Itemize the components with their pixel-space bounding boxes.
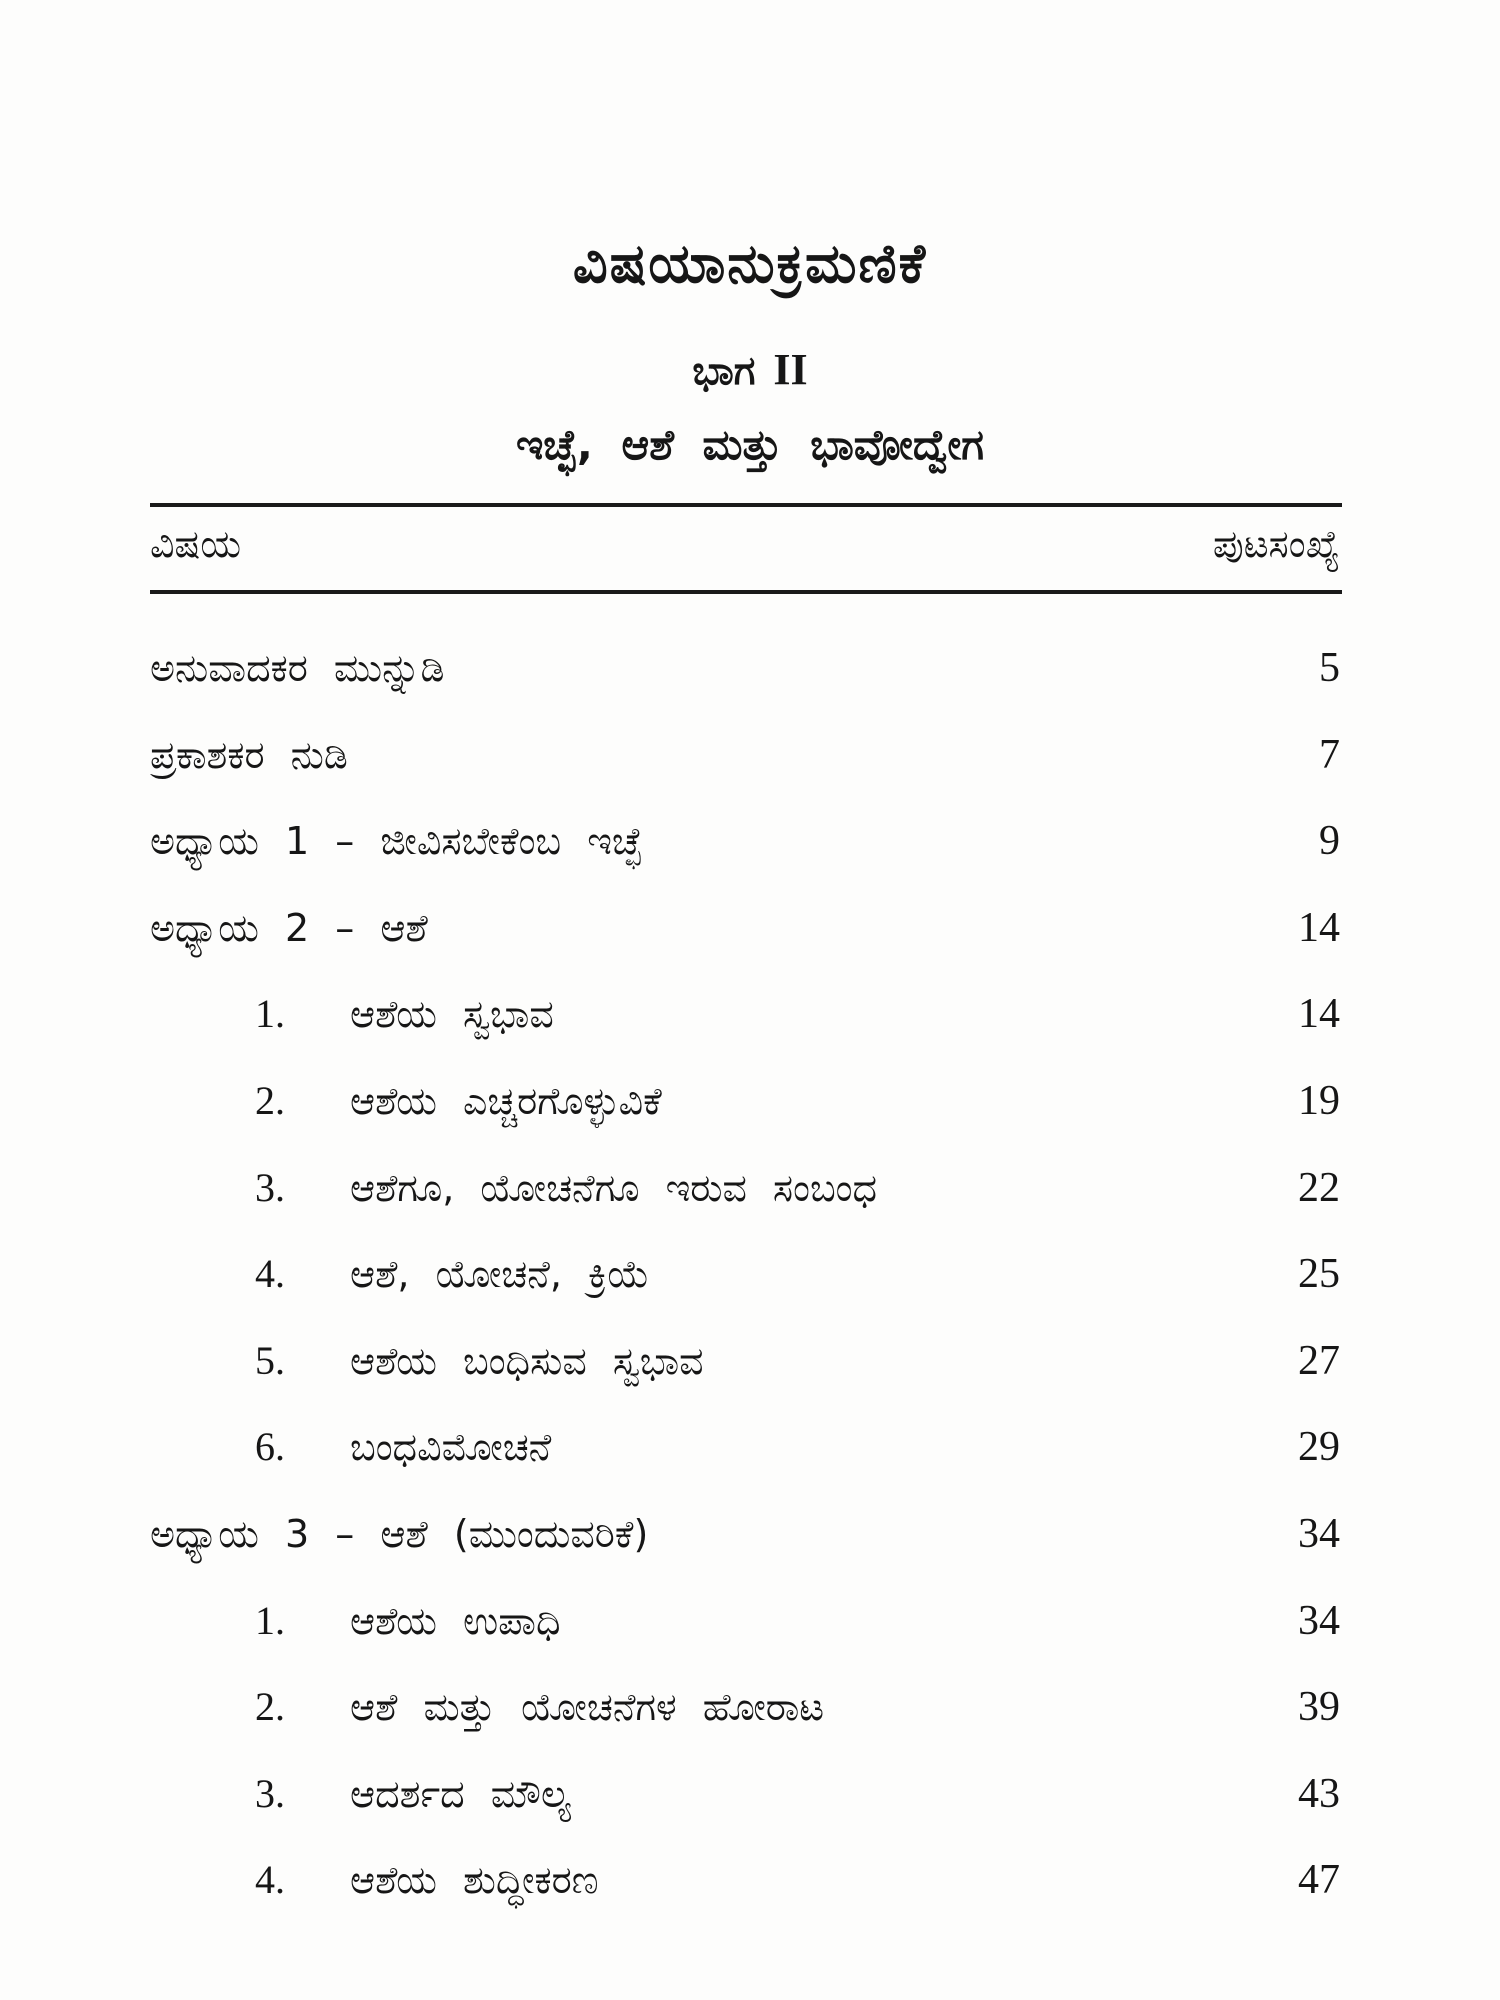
toc-subentry xyxy=(0,986,1500,1073)
toc-subentry xyxy=(0,1679,1500,1766)
toc-entry-title: ಅಧ್ಯಾಯ 1 – ಜೀವಿಸಬೇಕೆಂಬ ಇಚ್ಛೆ xyxy=(150,819,643,864)
toc-entry-page: 43 xyxy=(1298,1770,1340,1817)
toc-entry-title: ಅಧ್ಯಾಯ 2 – ಆಶೆ xyxy=(150,905,428,950)
toc-entry-number: 5. xyxy=(255,1337,285,1383)
toc-entry-number: 2. xyxy=(255,1684,285,1730)
toc-entry-title: ಬಂಧವಿಮೋಚನೆ xyxy=(350,1425,552,1470)
toc-entry-title: ಆಶೆಯ ಶುದ್ಧೀಕರಣ xyxy=(350,1858,599,1903)
toc-entry-page: 47 xyxy=(1298,1857,1340,1904)
toc-entry xyxy=(0,640,1500,727)
toc-entry-title: ಆಶೆಯ ಸ್ವಭಾವ xyxy=(350,992,554,1037)
header-bottom-rule xyxy=(150,590,1342,594)
toc-entry-number: 4. xyxy=(255,1251,285,1297)
toc-entry-number: 2. xyxy=(255,1077,285,1123)
toc-entry-page: 19 xyxy=(1298,1077,1340,1124)
toc-subentry xyxy=(0,1246,1500,1333)
header-top-rule xyxy=(150,503,1342,507)
toc-subentry xyxy=(0,1160,1500,1247)
toc-entry-title: ಆಶೆಯ ಉಪಾಧಿ xyxy=(350,1598,561,1643)
page-title: ವಿಷಯಾನುಕ್ರಮಣಿಕೆ xyxy=(572,232,928,295)
toc-entry-page: 29 xyxy=(1298,1424,1340,1471)
toc-entry-title: ಆಶೆಯ ಬಂಧಿಸುವ ಸ್ವಭಾವ xyxy=(350,1338,704,1383)
toc-entry-page: 14 xyxy=(1298,904,1340,951)
toc-entry-page: 34 xyxy=(1298,1597,1340,1644)
toc-entry-page: 22 xyxy=(1298,1164,1340,1211)
toc-entry xyxy=(0,900,1500,987)
toc-entry xyxy=(0,1506,1500,1593)
column-header-subject: ವಿಷಯ xyxy=(150,522,242,566)
toc-entry-page: 34 xyxy=(1298,1510,1340,1557)
toc-subentry xyxy=(0,1073,1500,1160)
part-heading xyxy=(0,344,1500,395)
toc-entry-number: 6. xyxy=(255,1424,285,1470)
toc-entry-number: 3. xyxy=(255,1164,285,1210)
toc-entry-page: 9 xyxy=(1319,818,1340,865)
toc-entry-number: 3. xyxy=(255,1770,285,1816)
column-header-page-number: ಪುಟಸಂಖ್ಯೆ xyxy=(1212,522,1340,566)
toc-entry-number: 4. xyxy=(255,1857,285,1903)
part-label: ಭಾಗ xyxy=(692,348,756,394)
toc-subentry xyxy=(0,1333,1500,1420)
toc-entry xyxy=(0,727,1500,814)
table-of-contents xyxy=(0,640,1500,1939)
toc-subentry xyxy=(0,1852,1500,1939)
toc-subentry xyxy=(0,1593,1500,1680)
toc-entry-title: ಪ್ರಕಾಶಕರ ನುಡಿ xyxy=(150,732,348,777)
toc-entry-page: 14 xyxy=(1298,991,1340,1038)
toc-entry-title: ಅಧ್ಯಾಯ 3 – ಆಶೆ (ಮುಂದುವರಿಕೆ) xyxy=(150,1511,649,1556)
toc-entry-title: ಆಶೆಯ ಎಚ್ಚರಗೊಳ್ಳುವಿಕೆ xyxy=(350,1078,662,1123)
toc-entry-title: ಆಶೆ, ಯೋಚನೆ, ಕ್ರಿಯೆ xyxy=(350,1252,650,1297)
toc-entry-page: 39 xyxy=(1298,1684,1340,1731)
toc-subentry xyxy=(0,1766,1500,1853)
toc-entry xyxy=(0,813,1500,900)
toc-entry-title: ಆದರ್ಶದ ಮೌಲ್ಯ xyxy=(350,1771,571,1816)
toc-entry-page: 7 xyxy=(1319,731,1340,778)
toc-entry-number: 1. xyxy=(255,1597,285,1643)
toc-entry-title: ಅನುವಾದಕರ ಮುನ್ನುಡಿ xyxy=(150,646,445,690)
toc-entry-title: ಆಶೆಗೂ, ಯೋಚನೆಗೂ ಇರುವ ಸಂಬಂಧ xyxy=(350,1165,878,1210)
toc-entry-page: 5 xyxy=(1319,645,1340,691)
part-number: II xyxy=(773,345,808,394)
part-subtitle: ಇಚ್ಛೆ, ಆಶೆ ಮತ್ತು ಭಾವೋದ್ವೇಗ xyxy=(516,420,984,469)
toc-entry-page: 25 xyxy=(1298,1251,1340,1298)
toc-subentry xyxy=(0,1419,1500,1506)
toc-entry-title: ಆಶೆ ಮತ್ತು ಯೋಚನೆಗಳ ಹೋರಾಟ xyxy=(350,1685,825,1730)
toc-entry-number: 1. xyxy=(255,991,285,1037)
toc-entry-page: 27 xyxy=(1298,1337,1340,1384)
